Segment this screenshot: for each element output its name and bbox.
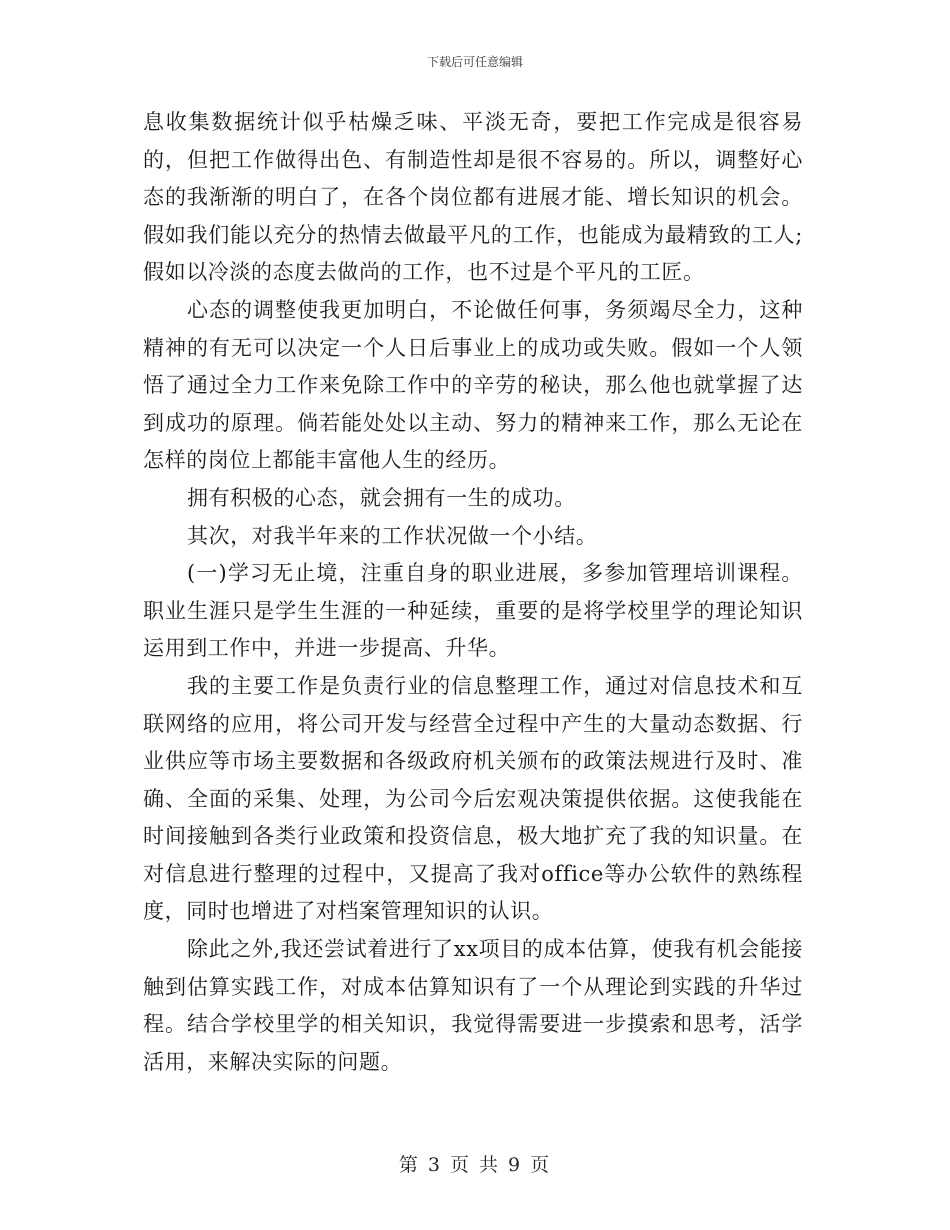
document-body xyxy=(143,104,803,1081)
paragraph-2: 心态的调整使我更加明白，不论做任何事，务须竭尽全力，这种精神的有无可以决定一个人日后事业上的成功或失败。假如一个人领悟了通过全力工作来免除工作中的辛劳的秘诀，那么他也就掌握了达到成功的原理。倘若能处处以主动、努力的精神来工作，那么无论在怎样的岗位上都能丰富他人生的经历。 xyxy=(143,297,803,473)
page-header: 下载后可任意编辑 xyxy=(426,55,523,69)
paragraph-7: 除此之外,我还尝试着进行了xx项目的成本估算，使我有机会能接触到估算实践工作，对成本估算知识有了一个从理论到实践的升华过程。结合学校里学的相关知识，我觉得需要进一步摸索和思考，活学活用，来解决实际的问题。 xyxy=(143,937,803,1074)
paragraph-5: (一)学习无止境，注重自身的职业进展，多参加管理培训课程。职业生涯只是学生生涯的一种延续，重要的是将学校里学的理论知识运用到工作中，并进一步提高、升华。 xyxy=(143,561,803,661)
paragraph-3: 拥有积极的心态，就会拥有一生的成功。 xyxy=(187,485,576,510)
paragraph-4: 其次，对我半年来的工作状况做一个小结。 xyxy=(187,523,598,548)
paragraph-1: 息收集数据统计似乎枯燥乏味、平淡无奇，要把工作完成是很容易的，但把工作做得出色、有制造性却是很不容易的。所以，调整好心态的我渐渐的明白了，在各个岗位都有进展才能、增长知识的机会。假如我们能以充分的热情去做最平凡的工作，也能成为最精致的工人;假如以冷淡的态度去做尚的工作，也不过是个平凡的工匠。 xyxy=(143,110,803,285)
page-number: 第 3 页 共 9 页 xyxy=(398,1154,552,1176)
paragraph-6: 我的主要工作是负责行业的信息整理工作，通过对信息技术和互联网络的应用，将公司开发与经营全过程中产生的大量动态数据、行业供应等市场主要数据和各级政府机关颁布的政策法规进行及时、准确、全面的采集、处理，为公司今后宏观决策提供依据。这使我能在时间接触到各类行业政策和投资信息，极大地扩充了我的知识量。在对信息进行整理的过程中，又提高了我对office等办公软件的熟练程度，同时也增进了对档案管理知识的认识。 xyxy=(143,673,803,924)
